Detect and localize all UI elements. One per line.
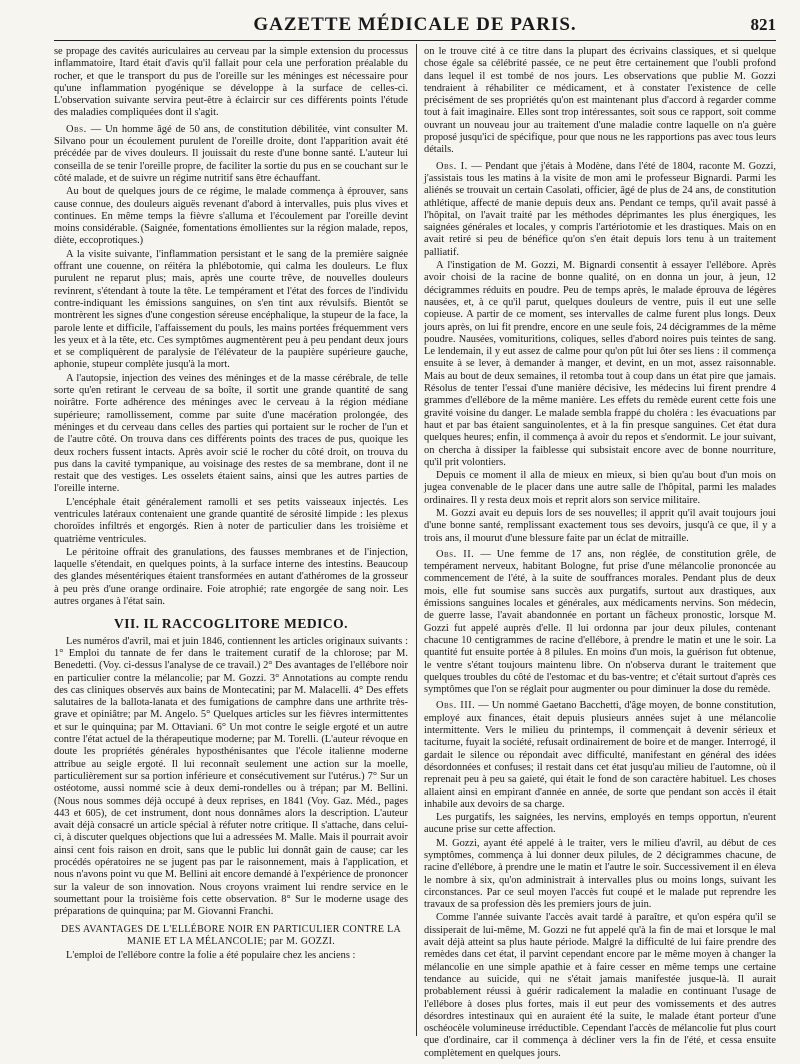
paragraph: Le péritoine offrait des granulations, des fausses membranes et de l'injection, laquelle s'étendait, en quelques points, à la surface interne des intestins. Beaucoup des glandes mésentériques étaient transformées en autant d'athéromes de la grosseur à peu près d'une orange ordinaire. Foie atrophié; rate engorgée de sang noir. Les autres organes à l'état sain.	[54, 546, 408, 608]
page-header	[54, 14, 776, 41]
observation-label: Obs.	[66, 123, 87, 135]
right-column	[424, 46, 776, 1059]
page-number: 821	[750, 15, 776, 34]
paragraph: A l'instigation de M. Gozzi, M. Bignardi consentit à essayer l'ellébore. Après avoir choisi de la racine de bonne qualité, on en donna un jour, à jeun, 12 décigrammes réduits en poudre. Peu de temps après, le malade éprouva de légères nausées, et, à ce qu'il parut, quelques douleurs de ventre, puis il eut une selle copieuse. A partir de ce moment, ses intervalles de calme furent plus longs. Deux jours après, on lui fit prendre, encore en une seule fois, 24 décigrammes de la même poudre. Nausées, vomituritions, coliques, selles d'abord noires puis teintes de sang. Le lendemain, il y eut assez de calme pour qu'on pût lui ôter ses liens : il commença ensuite à se lever, à demander à manger, et devint, en un mot, assez raisonnable. Mais au bout de deux semaines, il retomba tout à coup dans un état pire que jamais. Résolus de tenter l'essai d'une manière décisive, les médecins lui firent prendre 4 grammes d'ellébore de la même manière. Les effets du remède eurent cette fois une gravité voisine du danger. Le malade sembla frappé du choléra : les évacuations par haut et par bas étaient sanguinolentes, et à la fin presque sanguines. Cet état dura quelques heures; enfin, il commença à avoir du repos et s'endormit. Le jour suivant, on chercha à dissiper la faiblesse qui subsistait encore avec de bonne nourriture, qu'il prit volontiers.	[424, 260, 776, 468]
left-column	[54, 46, 408, 1036]
paragraph: L'emploi de l'ellébore contre la folie a été populaire chez les anciens :	[66, 950, 356, 962]
observation-label: Obs. II.	[436, 548, 475, 560]
journal-title: GAZETTE MÉDICALE DE PARIS.	[253, 14, 577, 35]
observation-text: — Un homme âgé de 50 ans, de constitution débilitée, vint consulter M. Silvano pour un écoulement purulent de l'oreille droite, dont l'apparition avait été précédée par de vives douleurs. Il jouissait du reste d'une bonne santé. L'auteur lui conseilla de se tenir l'oreille propre, de faciliter la sortie du pus en se couchant sur le côté malade, et de suivre un régime nutritif sans être échauffant.	[54, 123, 408, 184]
paragraph: L'encéphale était généralement ramolli et ses petits vaisseaux injectés. Les ventricules latéraux contenaient une grande quantité de sérosité limpide : les plexus choroïdes infiltrés et engorgés. Rien à noter de particulier dans les troisième et quatrième ventricules.	[54, 496, 408, 545]
observation-paragraph	[424, 161, 776, 259]
observation-text: — Une femme de 17 ans, non réglée, de constitution grêle, de tempérament nerveux, habitant Bologne, fut prise d'une mélancolie prononcée au commencement de l'été, à la suite de souffrances morales. Pendant plus de deux mois, elle fut soumise sans succès aux purgatifs, surtout aux drastiques, aux émissions sanguines locales et générales, aux médicaments nervins. Son médecin, de guerre lasse, l'avait abandonnée en portant un fâcheux pronostic, lorsque M. Gozzi fut appelé auprès d'elle. Il lui ordonna par jour deux pilules, contenant chacune 10 centigrammes de racine d'ellébore, à prendre le matin et une le soir. La quantité fut ensuite portée à 8 pilules. En moins d'un mois, la guérison fut obtenue, le ventre s'étant toujours maintenu libre. On n'observa durant le traitement que quelques troubles du côté de l'estomac et du bas-ventre; et c'était surtout d'après ces symptômes que l'on se réglait pour augmenter ou pour diminuer la dose du remède.	[424, 548, 776, 696]
column-divider	[416, 44, 417, 1036]
paragraph: Les numéros d'avril, mai et juin 1846, contiennent les articles originaux suivants : 1° Emploi du tannate de fer dans le traitement curatif de la chlorose; par M. Benedetti. (Voy. ci-dessus l'analyse de ce travail.) 2° Des avantages de l'ellébore noir en particulier contre la mélancolie; par M. Gozzi. 3° Annotations au compte rendu des cas cliniques observés aux bains de Montecatini; par M. Malacelli. 4° Des effets salutaires de la ballota-lanata et des fumigations de camphre dans une arthrite très-grave et opiniâtre; par M. Angelo. 5° Quelques articles sur les fièvres intermittentes et sur le quinquina; par M. Ottaviani. 6° Un mot contre le seigle ergoté et un autre contre l'état actuel de la thérapeutique moderne; par M. Torelli. (L'auteur révoque en doute les propriétés générales hyposthénisantes que l'école italienne moderne attribue au seigle ergoté. Il lui reconnaît seulement une action sur la moelle, particulièrement sur sa portion inférieure et consécutivement sur l'utérus.) 7° Sur un ostéotome, aussi nommé scie à deux demi-rondelles ou à trépan; par M. Bellini. (Nous nous sommes déjà occupé à deux reprises, en 1841 (Voy. Gaz. Méd., pages 443 et 605), de cet instrument, dont nous donnâmes alors la description. L'auteur avait déjà consacré un article spécial à réfuter notre critique. Il s'attache, dans celui-ci, à discuter quelques objections que lui a adressées M. Malle. Mais il pourrait avoir ainsi cent fois raison en droit, sans que le public lui donnât gain de cause; car les procédés opératoires ne se jugent pas par le raisonnement, mais à l'application, et nous n'avons point vu que M. Bellini ait encore demandé à l'expérience de prononcer sur la valeur de son innovation. Nous croyons vraiment lui rendre service en le soumettant pour la troisième fois cette observation. 8° Sur le moderne usage des préparations de quinquina; par M. Giovanni Franchi.	[54, 635, 408, 918]
paragraph: Comme l'année suivante l'accès avait tardé à paraître, et qu'on espéra qu'il se dissiperait de lui-même, M. Gozzi ne fut appelé qu'à la fin de mai et lorsque le mal avait déjà atteint sa plus haute période. Malgré la difficulté de lui faire prendre des remèdes dans cet état, il parvint cependant encore par le même moyen à changer la mélancolie en une simple apathie et à faire cesser en même temps une certaine tendance au suicide, qui ne s'était jamais manifestée jusque-là. Il aurait probablement réussi à guérir radicalement la maladie en continuant l'usage de l'ellébore à doses plus fortes, mais il eut peur des vomissements et des autres désordres intestinaux qui en auraient été la suite, le malade étant porteur d'une oschéocèle volumineuse irréductible. Cependant l'accès de mélancolie fut plus court que d'ordinaire, car il commença à décliner vers la fin de l'été, et cessa ensuite complètement en quelques jours.	[424, 912, 776, 1059]
observation-paragraph	[54, 124, 408, 185]
paragraph: on le trouve cité à ce titre dans la plupart des écrivains classiques, et si quelque chose égale sa célébrité passée, ce ne peut être certainement que l'oubli profond dans lequel il est tombé de nos jours. Les observations que publie M. Gozzi tendraient à réhabiliter ce médicament, et à constater l'existence de celle précisément de ses propriétés qu'on est maintenant plus d'accord à regarder comme tout à fait imaginaire. Elles sont trop intéressantes, soit sous ce rapport, soit comme ouvrant un nouveau jour au traitement d'une maladie contre laquelle on n'a guère proposé jusqu'ici de spécifique, pour que nous ne les rapportions pas avec tous leurs détails.	[424, 46, 776, 156]
paragraph: A l'autopsie, injection des veines des méninges et de la masse cérébrale, de telle sorte qu'en retirant le cerveau de sa boîte, il sortit une grande quantité de sang noirâtre. Forte adhérence des méninges avec le cerveau à la région médiane supérieure; ramollissement, comme par suite d'une macération prolongée, des méninges et du cerveau dans celles des parties qui portaient sur le rocher de l'un et de l'autre côté. On trouva dans ces différents points des traces de pus, quoique les deux rochers fussent intacts. Après avoir scié le rocher du côté droit, on trouva du pus dans la cavité tympanique, au voisinage des restes de sa membrane, dont il ne restait que des vestiges. Les osselets étaient sains, ainsi que les autres parties de l'oreille interne.	[54, 372, 408, 495]
paragraph: Au bout de quelques jours de ce régime, le malade commença à éprouver, sans cause connue, des douleurs aiguës revenant d'abord à intervalles, puis plus vives et continues. En même temps la fièvre s'alluma et l'écoulement par l'oreille devint moins considérable. (Saignée, fomentations émollientes sur la région malade, repos, diète, eccoprotiques.)	[54, 186, 408, 247]
observation-text: — Pendant que j'étais à Modène, dans l'été de 1804, raconte M. Gozzi, j'assistais tous les matins à la visite de mon ami le professeur Bignardi. Parmi les aliénés se trouvait un certain Casolati, officier, âgé de plus de 24 ans, de constitution athlétique, affecté de manie depuis deux ans. Pendant ce temps, qu'il avait passé à l'hôpital, on l'avait traité par les méthodes déprimantes les plus énergiques, les saignées générales et locales, y compris l'artériotomie et les drastiques. Mais on en avait retiré si peu de bénéfice qu'on s'en était depuis lors tenu à un traitement palliatif.	[424, 160, 776, 258]
observation-label: Obs. I.	[436, 160, 468, 172]
section-heading: VII. IL RACCOGLITORE MEDICO.	[114, 616, 348, 632]
paragraph: M. Gozzi, ayant été appelé à le traiter, vers le milieu d'avril, au début de ces symptômes, commença à lui donner deux pilules, de 2 décigrammes chacune, de racine d'ellébore, à prendre une le matin et l'autre le soir. Successivement il en éleva le nombre à six, qu'on administrait à intervalles plus ou moins longs, suivant les circonstances. Par ce seul moyen l'accès fut coupé et le malade put reprendre les travaux de sa profession dès les premiers jours de juin.	[424, 837, 776, 911]
paragraph: Depuis ce moment il alla de mieux en mieux, si bien qu'au bout d'un mois on jugea convenable de le placer dans une autre salle de l'hôpital, parmi les malades ordinaires. Il y resta deux mois et reprit alors son service militaire.	[424, 470, 776, 506]
observation-paragraph	[424, 700, 776, 811]
paragraph: A la visite suivante, l'inflammation persistant et le sang de la première saignée offrant une couenne, on réitéra la phlébotomie, qui calma les douleurs. Le flux purulent ne reparut plus; mais, après une courte trêve, de nouvelles douleurs revinrent, s'étendant à toute la tête. Le tempérament et l'état des forces de l'individu contre-indiquant les émissions sanguines, on s'en tint aux révulsifs. Bientôt se montrèrent les signes d'une congestion séreuse encéphalique, la stupeur de la face, la parole lente et difficile, l'affaissement du pouls, les mains portées fréquemment vers les yeux et à la tête, etc. Ces symptômes augmentèrent peu à peu pendant deux jours et se compliquèrent de paralysie de l'élévateur de la paupière supérieure gauche, aphonie, stupeur complète jusqu'à la mort.	[54, 248, 408, 371]
paragraph: se propage des cavités auriculaires au cerveau par la simple extension du processus inflammatoire, Itard était d'avis qu'il fallait pour cela une perforation préalable du rocher, et que le transport du pus de l'oreille sur les méninges est nécessaire pour qu'une inflammation pyogénique se développe à la surface de celles-ci. L'observation suivante servira peut-être à éclaircir sur ces différents points l'étude des maladies compliquées dont il s'agit.	[54, 46, 408, 119]
observation-label: Obs. III.	[436, 700, 476, 712]
paragraph: Les purgatifs, les saignées, les nervins, employés en temps opportun, n'eurent aucune prise sur cette affection.	[424, 812, 776, 836]
observation-paragraph	[424, 549, 776, 697]
paragraph: M. Gozzi avait eu depuis lors de ses nouvelles; il apprit qu'il avait toujours joui d'une bonne santé, remplissant exactement tous ses devoirs, jusqu'à ce que, il y a trois ans, il mourut d'une blessure faite par un éclat de mitraille.	[424, 507, 776, 544]
observation-text: — Un nommé Gaetano Bacchetti, d'âge moyen, de bonne constitution, employé aux finances, était depuis plusieurs années sujet à une mélancolie intermittente. Vers le milieu du printemps, il commençait à devenir sérieux et taciturne, fuyait la société, refusait ordinairement de boire et de manger. Interrogé, il gardait le silence ou répondait avec difficulté, manifestant en général des idées désordonnées et confuses; il restait dans cet état jusqu'au milieu de l'automne, où il reprenait peu à peu sa gaieté, qui était le fond de son caractère habituel. Les choses allaient ainsi en empirant d'année en année, de sorte que pendant son accès il était inhabile aux devoirs de sa charge.	[424, 700, 776, 810]
subsection-heading: DES AVANTAGES DE L'ELLÉBORE NOIR EN PARTICULIER CONTRE LA MANIE ET LA MÉLANCOLIE; par M. GOZZI.	[60, 924, 402, 947]
